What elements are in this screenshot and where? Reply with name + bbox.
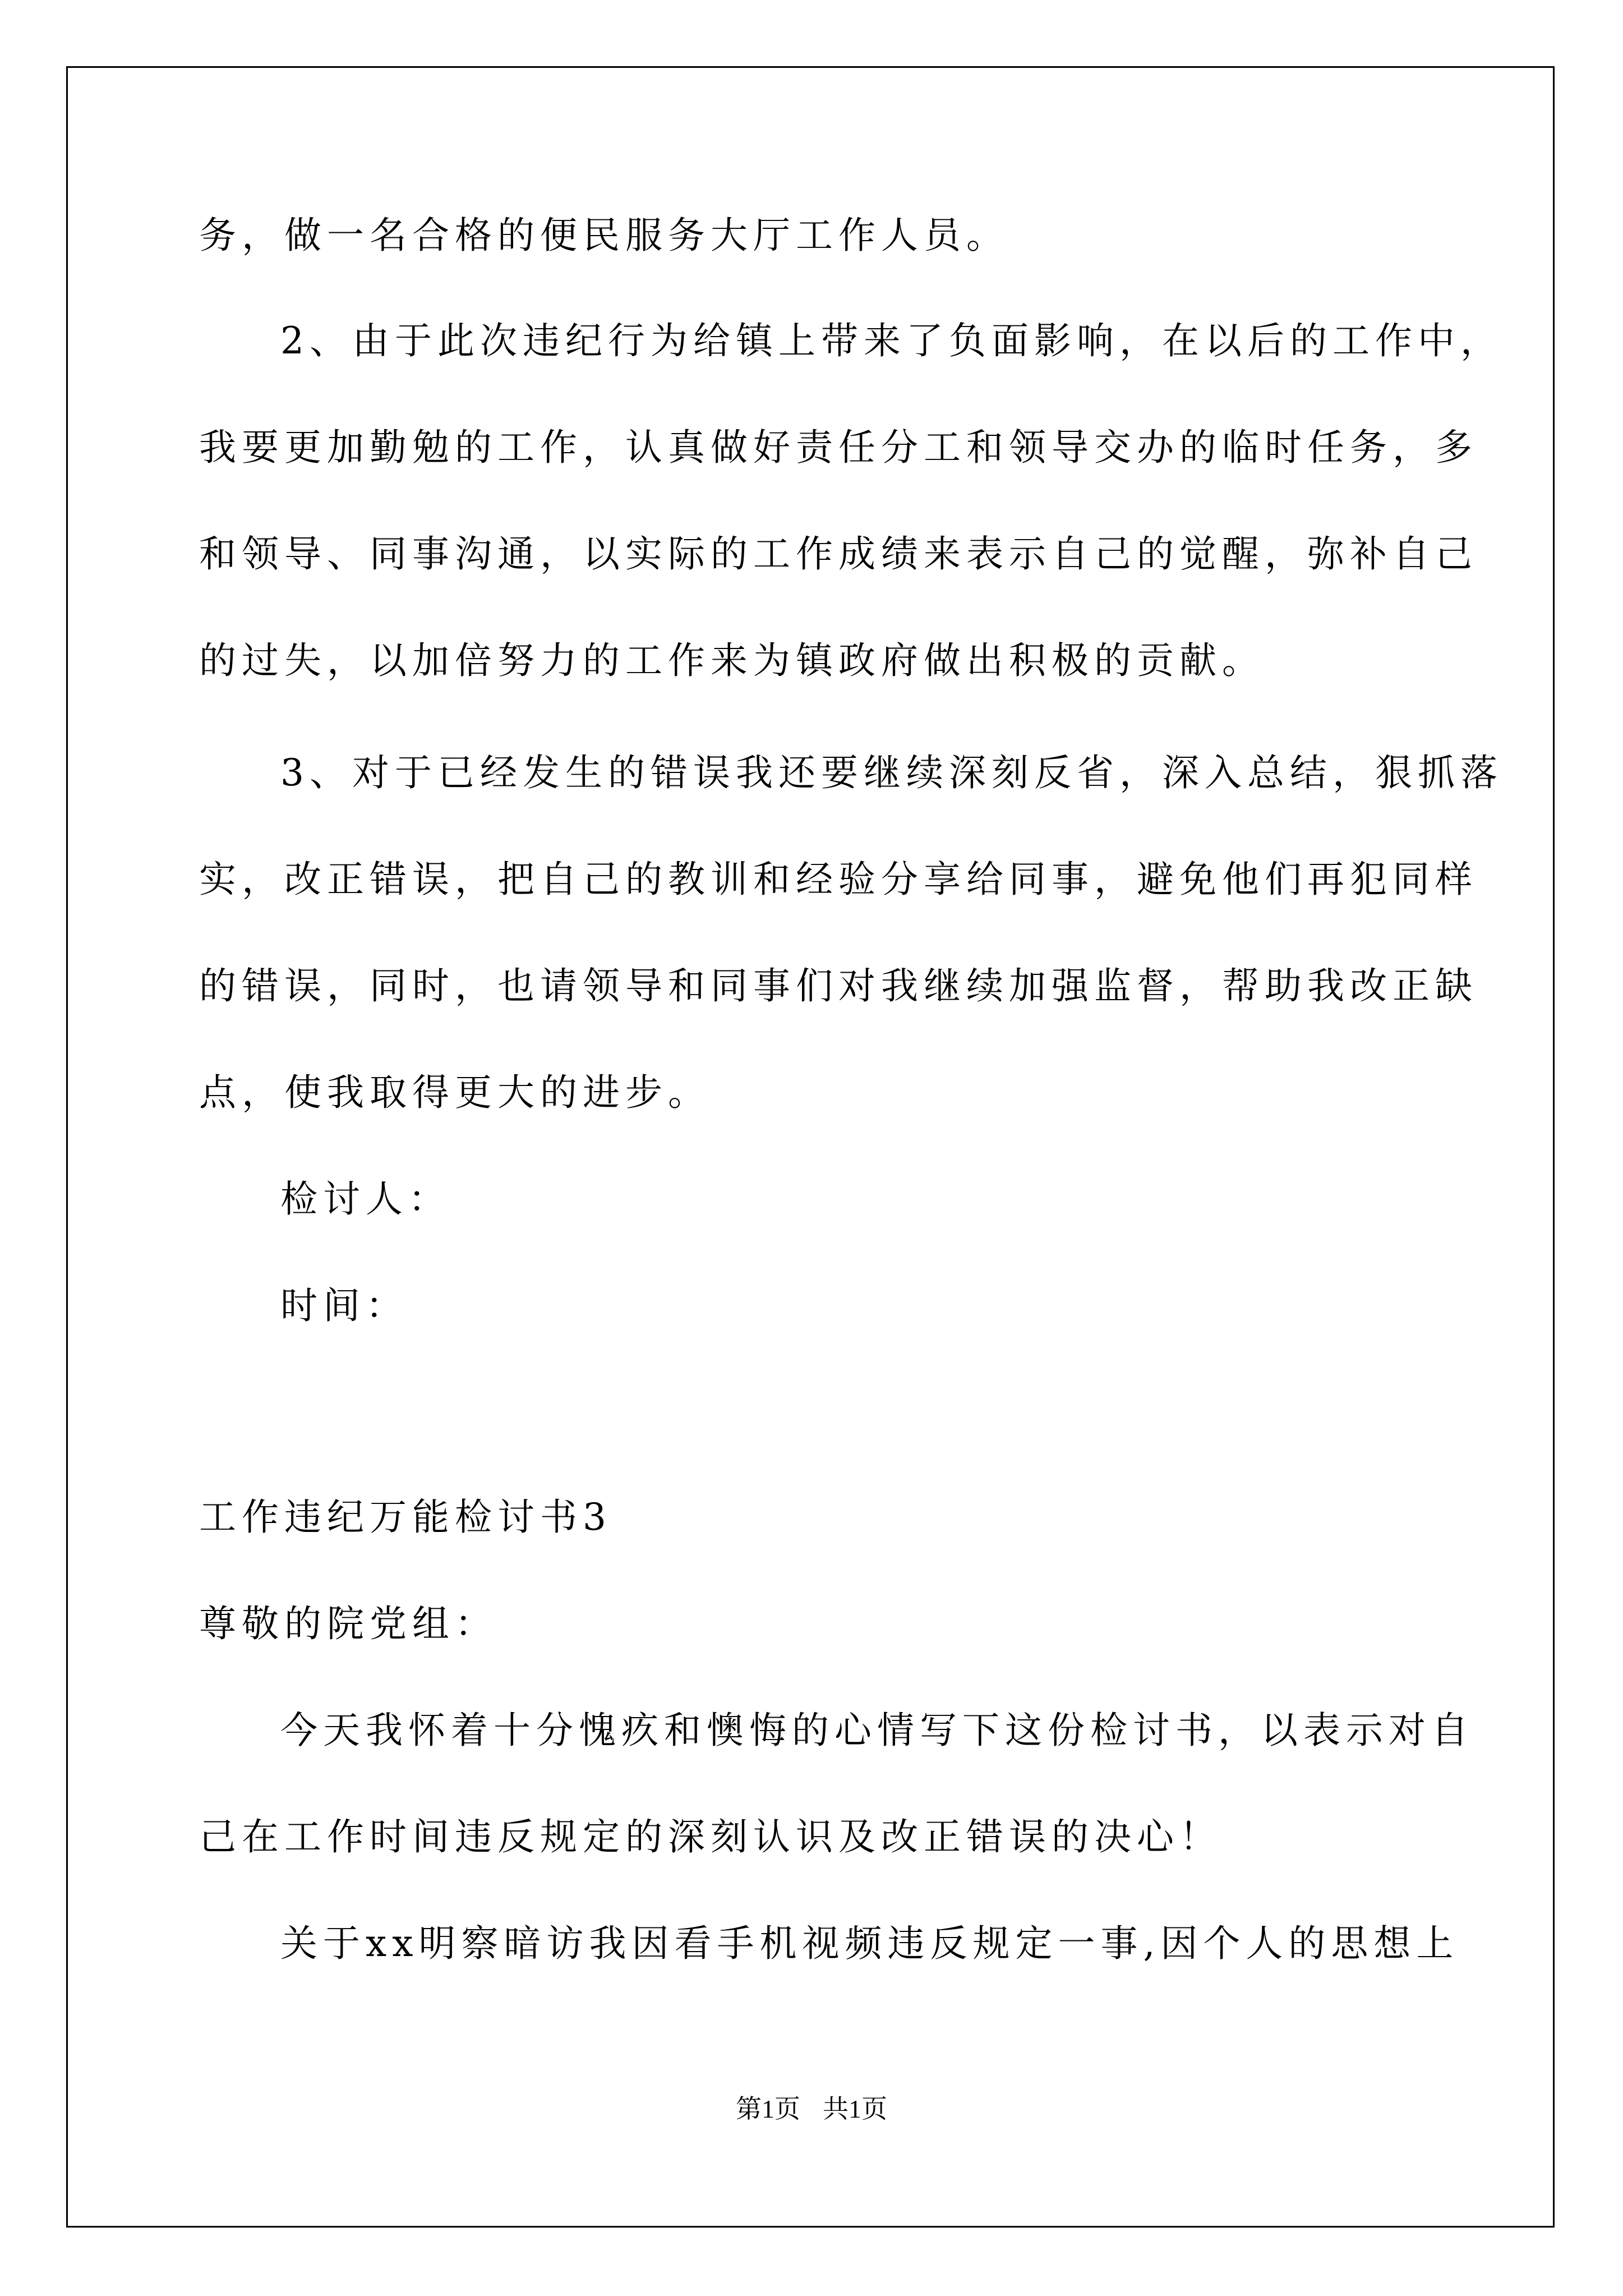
text-line: 2、由于此次违纪行为给镇上带来了负面影响，在以后的工作中， — [280, 319, 1503, 362]
salutation: 尊敬的院党组： — [199, 1602, 497, 1645]
text-line: 实，改正错误，把自己的教训和经验分享给同事，避免他们再犯同样 — [199, 858, 1478, 901]
text-line: 务，做一名合格的便民服务大厅工作人员。 — [199, 214, 1009, 257]
page-border — [66, 66, 1555, 2228]
text-line: 的过失，以加倍努力的工作来为镇政府做出积极的贡献。 — [199, 639, 1265, 682]
signer-label: 检讨人： — [280, 1177, 451, 1221]
text-line: 和领导、同事沟通，以实际的工作成绩来表示自己的觉醒，弥补自己 — [199, 532, 1478, 576]
text-line: 关于xx明察暗访我因看手机视频违反规定一事,因个人的思想上 — [280, 1922, 1459, 1965]
section-title: 工作违纪万能检讨书3 — [199, 1496, 612, 1539]
date-label: 时间： — [280, 1284, 408, 1327]
text-line: 我要更加勤勉的工作，认真做好责任分工和领导交办的临时任务，多 — [199, 426, 1478, 469]
text-line: 点，使我取得更大的进步。 — [199, 1071, 711, 1114]
text-line: 己在工作时间违反规定的深刻认识及改正错误的决心！ — [199, 1815, 1222, 1858]
page-footer — [0, 2092, 1623, 2126]
page-total: 共1页 — [823, 2095, 887, 2123]
text-line: 今天我怀着十分愧疚和懊悔的心情写下这份检讨书，以表示对自 — [280, 1709, 1474, 1752]
text-line: 3、对于已经发生的错误我还要继续深刻反省，深入总结，狠抓落 — [280, 751, 1503, 794]
text-line: 的错误，同时，也请领导和同事们对我继续加强监督，帮助我改正缺 — [199, 964, 1478, 1007]
page-number: 第1页 — [736, 2095, 800, 2123]
